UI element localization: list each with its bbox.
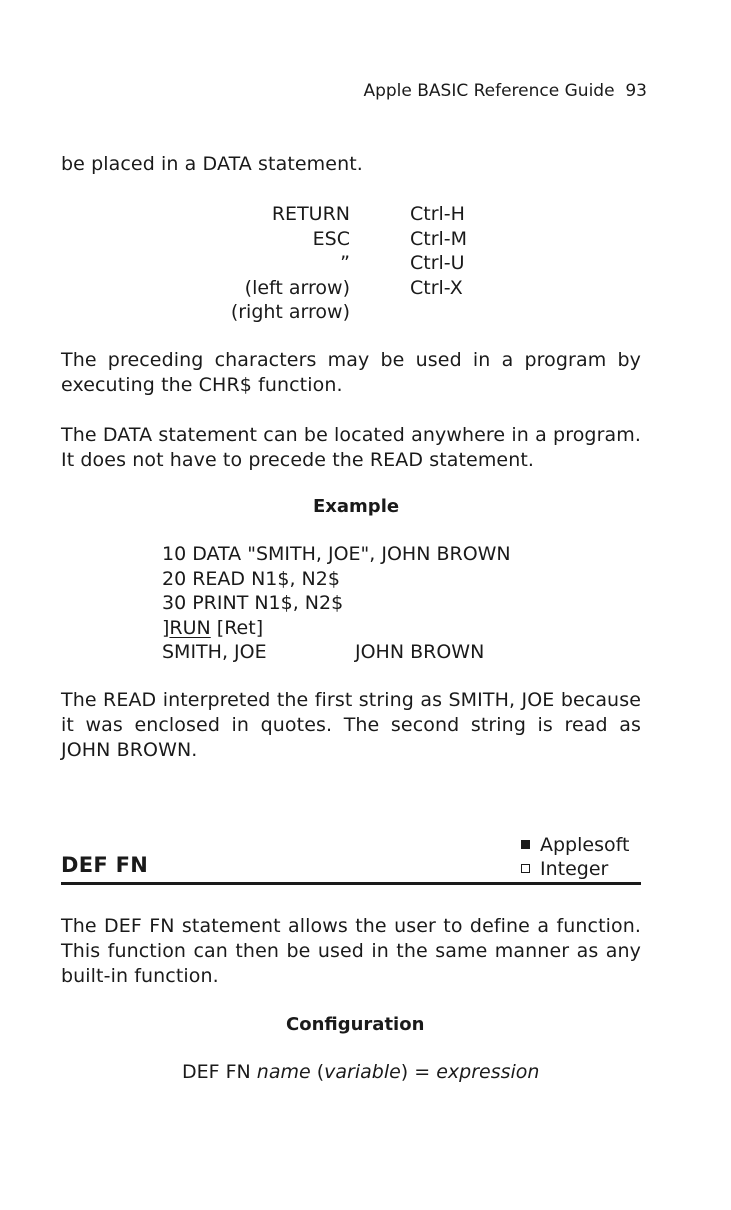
code-line-20: 20 READ N1$, N2$ <box>162 568 340 590</box>
integer-label: Integer <box>540 858 609 880</box>
paragraph-chr-function: The preceding characters may be used in a program by executing the CHR$ function. <box>61 349 641 396</box>
configuration-heading: Configuration <box>286 1014 425 1035</box>
key-return: RETURN <box>271 203 350 225</box>
filled-square-icon <box>521 840 530 849</box>
syntax-name: name <box>256 1061 311 1083</box>
def-fn-description: The DEF FN statement allows the user to define a function. This function can then be used in the same manner as any built-in function. <box>61 915 641 987</box>
page-number: 93 <box>625 81 647 101</box>
applesoft-label: Applesoft <box>540 834 630 856</box>
availability-applesoft <box>521 833 629 858</box>
syntax-close: ) = <box>400 1061 437 1083</box>
run-command: RUN <box>169 617 211 639</box>
running-header <box>363 79 647 104</box>
output-second-string: JOHN BROWN <box>355 641 485 663</box>
syntax-keyword: DEF FN <box>182 1061 257 1083</box>
syntax-variable: variable <box>324 1061 401 1083</box>
code-ctrl-m: Ctrl-M <box>410 228 468 250</box>
code-ctrl-x: Ctrl-X <box>410 277 463 299</box>
code-line-30: 30 PRINT N1$, N2$ <box>162 592 344 614</box>
code-line-10: 10 DATA "SMITH, JOE", JOHN BROWN <box>162 543 511 565</box>
code-ctrl-u: Ctrl-U <box>410 252 465 274</box>
section-title-def-fn: DEF FN <box>61 853 149 877</box>
code-ctrl-h: Ctrl-H <box>410 203 465 225</box>
empty-square-icon <box>521 864 530 873</box>
paragraph-data-location: The DATA statement can be located anywhere in a program. It does not have to precede the READ statement. <box>61 424 641 471</box>
output-first-string: SMITH, JOE <box>162 641 267 663</box>
key-esc: ESC <box>312 228 350 250</box>
key-quote: ” <box>340 252 350 274</box>
run-return-key: [Ret] <box>210 617 264 639</box>
key-left-arrow: (left arrow) <box>244 277 350 299</box>
key-right-arrow: (right arrow) <box>230 301 350 323</box>
run-prompt: ] <box>162 617 170 639</box>
availability-integer <box>521 857 608 882</box>
intro-continuation: be placed in a DATA statement. <box>61 153 363 175</box>
section-divider <box>61 882 641 885</box>
syntax-open: ( <box>310 1061 325 1083</box>
def-fn-syntax <box>182 1060 539 1085</box>
example-heading: Example <box>313 496 400 517</box>
running-title: Apple BASIC Reference Guide <box>363 81 615 101</box>
paragraph-read-explanation: The READ interpreted the first string as SMITH, JOE because it was enclosed in quotes. The second string is read as JOHN BROWN. <box>61 689 641 761</box>
syntax-expression: expression <box>436 1061 540 1083</box>
code-run-line <box>162 616 263 641</box>
